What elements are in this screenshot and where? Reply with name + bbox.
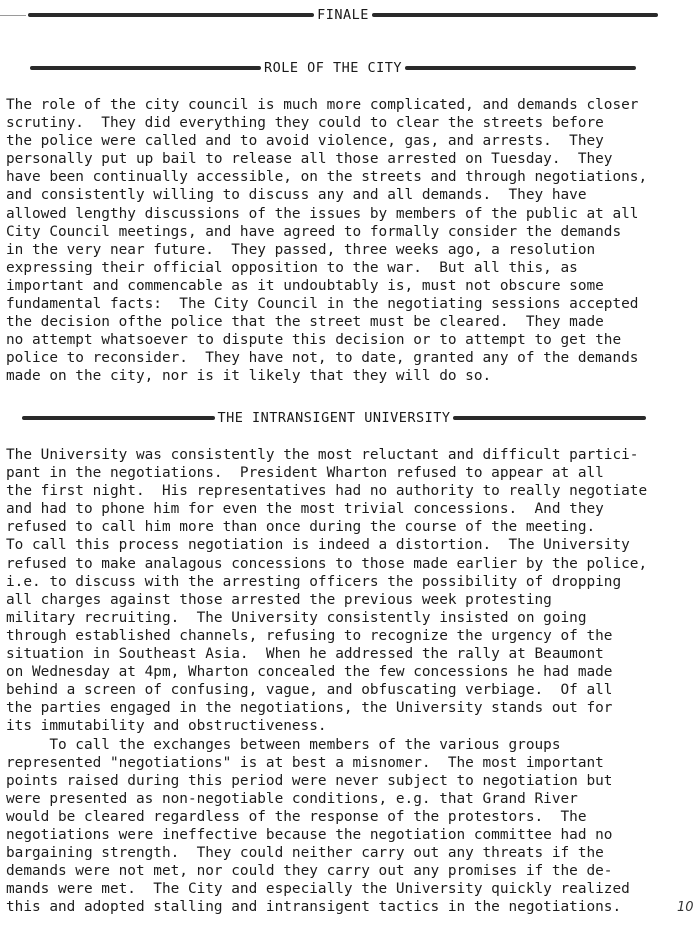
text-line: and consistently willing to discuss any and all demands. They have: [6, 187, 587, 204]
text-line: scrutiny. They did everything they could to clear the streets before: [6, 115, 604, 132]
role-paragraph: [6, 96, 647, 386]
page-number: 10: [677, 900, 694, 915]
university-paragraph: [6, 446, 647, 916]
text-line: have been continually accessible, on the streets and through negotiations,: [6, 169, 648, 186]
text-line: this and adopted stalling and intransigent tactics in the negotiations.: [6, 899, 622, 916]
text-line: would be cleared regardless of the response of the protestors. The: [6, 808, 587, 825]
text-line: points raised during this period were never subject to negotiation but: [6, 772, 613, 789]
text-line: The role of the city council is much more complicated, and demands closer: [6, 97, 639, 113]
text-line: no attempt whatsoever to dispute this decision or to attempt to get the: [6, 332, 622, 349]
header-rule-left: [28, 13, 314, 17]
text-line: important and commencable as it undoubtably is, must not obscure some: [6, 277, 604, 294]
text-line: the first night. His representatives had no authority to really negotiate: [6, 483, 648, 500]
text-line: military recruiting. The University consistently insisted on going: [6, 609, 587, 626]
text-line: negotiations were ineffective because the negotiation committee had no: [6, 826, 613, 843]
finale-header: [28, 5, 658, 25]
intransigent-header: [22, 408, 646, 428]
text-line: its immutability and obstructiveness.: [6, 718, 327, 735]
section-rule-right: [405, 66, 636, 70]
text-line: the police were called and to avoid violence, gas, and arrests. They: [6, 133, 604, 150]
text-line: represented "negotiations" is at best a misnomer. The most important: [6, 754, 604, 771]
role-header: [30, 58, 636, 78]
finale-heading: FINALE: [317, 7, 369, 23]
text-line: the parties engaged in the negotiations, the University stands out for: [6, 700, 613, 717]
margin-line: [0, 15, 26, 16]
text-line: City Council meetings, and have agreed to formally consider the demands: [6, 223, 622, 240]
text-line: situation in Southeast Asia. When he addressed the rally at Beaumont: [6, 646, 604, 663]
text-line: fundamental facts: The City Council in the negotiating sessions accepted: [6, 296, 639, 313]
section-rule-left: [30, 66, 261, 70]
text-line: To call the exchanges between members of the various groups: [6, 736, 561, 753]
text-line: police to reconsider. They have not, to date, granted any of the demands: [6, 350, 639, 367]
text-line: demands were not met, nor could they carry out any promises if the de-: [6, 863, 613, 880]
header-rule-right: [372, 13, 658, 17]
intransigent-heading: THE INTRANSIGENT UNIVERSITY: [217, 410, 451, 426]
text-line: all charges against those arrested the previous week protesting: [6, 591, 552, 608]
text-line: To call this process negotiation is indeed a distortion. The University: [6, 537, 630, 554]
text-line: refused to call him more than once during the course of the meeting.: [6, 519, 596, 536]
text-line: expressing their official opposition to the war. But all this, as: [6, 259, 578, 276]
text-line: in the very near future. They passed, three weeks ago, a resolution: [6, 241, 596, 258]
text-line: were presented as non-negotiable conditions, e.g. that Grand River: [6, 790, 578, 807]
role-heading: ROLE OF THE CITY: [263, 60, 403, 76]
section-rule-left: [22, 416, 215, 420]
text-line: pant in the negotiations. President Wharton refused to appear at all: [6, 465, 604, 482]
text-line: allowed lengthy discussions of the issues by members of the public at all: [6, 205, 639, 222]
text-line: refused to make analagous concessions to those made earlier by the police,: [6, 555, 648, 572]
text-line: mands were met. The City and especially the University quickly realized: [6, 881, 630, 898]
text-line: and had to phone him for even the most trivial concessions. And they: [6, 501, 604, 518]
text-line: made on the city, nor is it likely that they will do so.: [6, 368, 492, 385]
text-line: The University was consistently the most reluctant and difficult partici-: [6, 447, 639, 463]
text-line: i.e. to discuss with the arresting officers the possibility of dropping: [6, 573, 622, 590]
text-line: behind a screen of confusing, vague, and obfuscating verbiage. Of all: [6, 682, 613, 699]
text-line: through established channels, refusing to recognize the urgency of the: [6, 627, 613, 644]
text-line: personally put up bail to release all those arrested on Tuesday. They: [6, 151, 613, 168]
section-rule-right: [453, 416, 646, 420]
text-line: the decision ofthe police that the street must be cleared. They made: [6, 314, 604, 331]
text-line: bargaining strength. They could neither carry out any threats if the: [6, 845, 604, 862]
text-line: on Wednesday at 4pm, Wharton concealed the few concessions he had made: [6, 664, 613, 681]
